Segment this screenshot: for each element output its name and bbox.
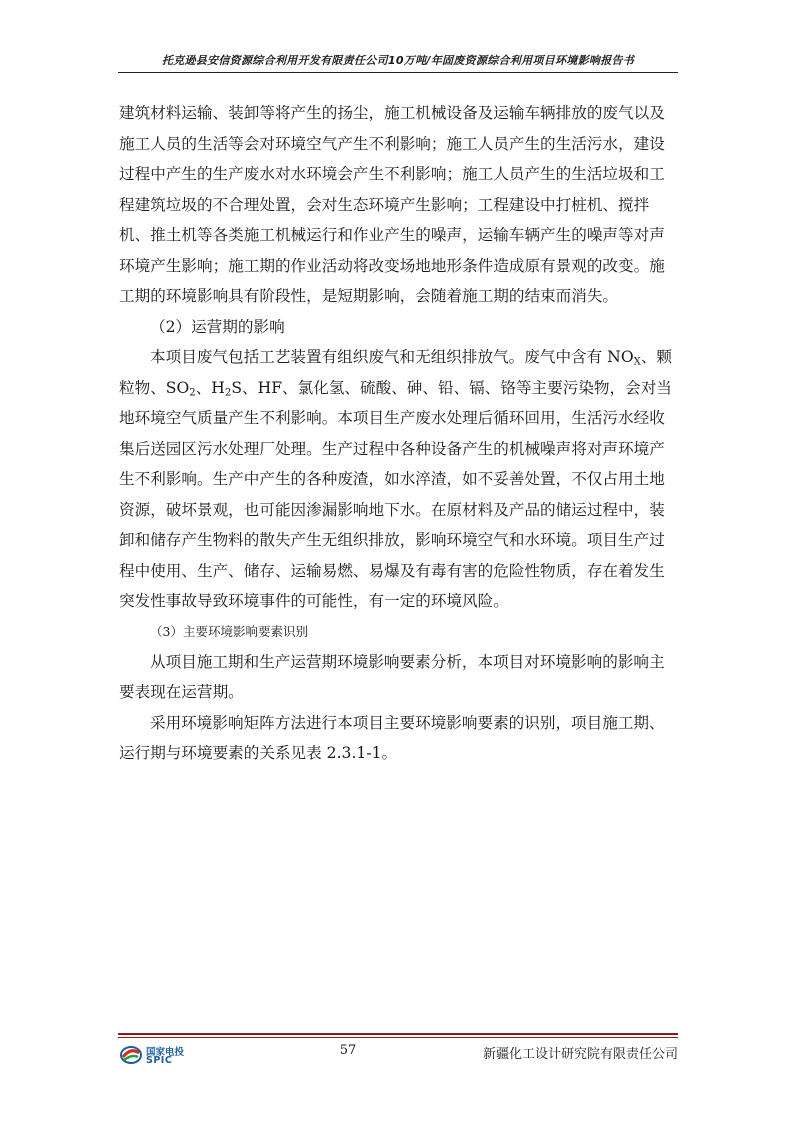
footer-divider-thin <box>118 1037 678 1038</box>
spic-logo-icon <box>120 1045 142 1065</box>
logo-text-en: SPIC <box>146 1055 173 1066</box>
section-heading-operation: （2）运营期的影响 <box>150 317 285 336</box>
document-header: 托克逊县安信资源综合利用开发有限责任公司10万吨/年固废资源综合利用项目环境影响报告书 <box>161 54 635 67</box>
paragraph-factor-analysis: 从项目施工期和生产运营期环境影响要素分析，本项目对环境影响的影响主要表现在运营期。 <box>119 652 665 701</box>
header-divider <box>118 72 678 73</box>
footer-divider-thick <box>118 1033 678 1035</box>
page-number: 57 <box>339 1043 357 1058</box>
logo-text-cn: 国家电投 <box>146 1047 185 1058</box>
paragraph-matrix-method: 采用环境影响矩阵方法进行本项目主要环境影响要素的识别，项目施工期、运行期与环境要素的关系见表 2.3.1-1。 <box>119 713 665 762</box>
page-content <box>119 98 679 769</box>
section-heading-factor-identification: （3）主要环境影响要素识别 <box>150 623 308 639</box>
spic-logo <box>120 1043 215 1067</box>
company-name: 新疆化工设计研究院有限责任公司 <box>482 1047 678 1062</box>
paragraph-construction-impact: 建筑材料运输、装卸等将产生的扬尘，施工机械设备及运输车辆排放的废气以及施工人员的生活等会对环境空气产生不利影响；施工人员产生的生活污水，建设过程中产生的生产废水对水环境会产生不利影响；施工人员产生的生活垃圾和工程建筑垃圾的不合理处置，会对生态环境产生影响；工程建设中打桩机、搅拌机、推土机等各类施工机械运行和作业产生的噪声，运输车辆产生的噪声等对声环境产生影响；施工期的作业活动将改变场地地形条件造成原有景观的改变。施工期的环境影响具有阶段性，是短期影响，会随着施工期的结束而消失。 <box>119 104 665 305</box>
paragraph-operation-impact: 本项目废气包括工艺装置有组织废气和无组织排放气。废气中含有 $NO_X$、颗粒物、$SO_2$、$H_2S$、HF、氯化氢、硫酸、砷、铅、镉、铬等主要污染物，会对当地环境空气质量产生不利影响。本项目生产废水处理后循环回用，生活污水经收集后送园区污水处理厂处理。生产过程中各种设备产生的机械噪声将对声环境产生不利影响。生产中产生的各种废渣，如水淬渣，如不妥善处置，不仅占用土地资源，破坏景观，也可能因渗漏影响地下水。在原材料及产品的储运过程中，装卸和储存产生物料的散失产生无组织排放，影响环境空气和水环境。项目生产过程中使用、生产、储存、运输易燃、易爆及有毒有害的危险性物质，存在着发生突发性事故导致环境事件的可能性，有一定的环境风险。 <box>119 348 673 610</box>
